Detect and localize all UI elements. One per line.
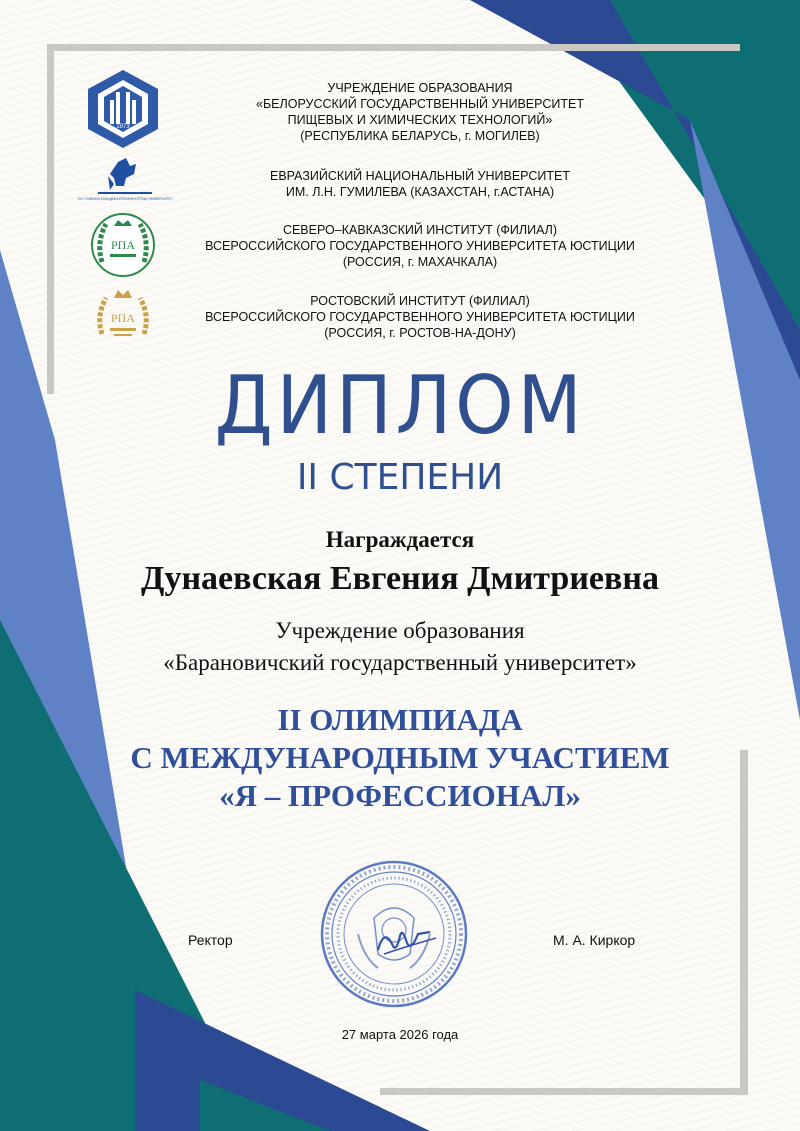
- enu-caption: Л.Н. ГУМИЛЕВ АТЫНДАҒЫ ЕУРАЗИЯ ҰЛТТЫҚ УНИВЕРСИТЕТІ: [77, 197, 173, 201]
- institution-line: ПИЩЕВЫХ И ХИМИЧЕСКИХ ТЕХНОЛОГИЙ»: [287, 113, 553, 127]
- institution-bgutit: [160, 80, 680, 144]
- official-seal: [318, 858, 470, 1010]
- rostov-text: РПА: [110, 311, 136, 325]
- diploma-date: 27 марта 2026 года: [341, 1027, 459, 1042]
- institution-line: УЧРЕЖДЕНИЕ ОБРАЗОВАНИЯ: [327, 81, 513, 95]
- institution-line: (РЕСПУБЛИКА БЕЛАРУСЬ, г. МОГИЛЕВ): [300, 129, 540, 143]
- institution-line: СЕВЕРО–КАВКАЗСКИЙ ИНСТИТУТ (ФИЛИАЛ): [282, 223, 558, 237]
- institution-line: РОСТОВСКИЙ ИНСТИТУТ (ФИЛИАЛ): [310, 294, 530, 308]
- institution-line1: Учреждение образования: [275, 618, 525, 643]
- rector-name: М. А. Киркор: [553, 932, 636, 948]
- institution-line: (РОССИЯ, г. РОСТОВ-НА-ДОНУ): [324, 326, 516, 340]
- rector-label: Ректор: [188, 932, 233, 948]
- institution-line: (РОССИЯ, г. МАХАЧКАЛА): [342, 255, 498, 269]
- skirgu-text: РПА: [110, 238, 136, 252]
- diploma-title: ДИПЛОМ: [214, 359, 586, 452]
- institution-line: ИМ. Л.Н. ГУМИЛЕВА (КАЗАХСТАН, г.АСТАНА): [285, 185, 555, 199]
- institution-line: ЕВРАЗИЙСКИЙ НАЦИОНАЛЬНЫЙ УНИВЕРСИТЕТ: [270, 169, 570, 183]
- diploma-degree: II СТЕПЕНИ: [296, 457, 504, 498]
- enu-logo: [77, 156, 173, 206]
- skirgu-logo: [90, 212, 156, 278]
- institution-skirgu: [160, 222, 680, 270]
- institution-line: «БЕЛОРУССКИЙ ГОСУДАРСТВЕННЫЙ УНИВЕРСИТЕТ: [256, 97, 584, 111]
- navy-stripe-bottom: [135, 990, 430, 1131]
- awarded-label: Награждается: [325, 527, 475, 552]
- institution-line: ВСЕРОССИЙСКОГО ГОСУДАРСТВЕННОГО УНИВЕРСИТЕТА ЮСТИЦИИ: [205, 310, 635, 324]
- bgutit-logo: [86, 68, 160, 150]
- frame-bottom: [380, 1088, 748, 1095]
- olympiad-line1: II ОЛИМПИАДА: [277, 702, 523, 737]
- institution-enu: [160, 168, 680, 200]
- frame-top: [47, 44, 740, 51]
- recipient-name: Дунаевская Евгения Дмитриевна: [141, 560, 659, 597]
- institution-rostov: [160, 293, 680, 341]
- olympiad-line3: «Я – ПРОФЕССИОНАЛ»: [219, 778, 581, 813]
- olympiad-line2: С МЕЖДУНАРОДНЫМ УЧАСТИЕМ: [130, 740, 670, 775]
- institution-line2: «Барановичский государственный университет»: [163, 650, 637, 675]
- rostov-logo: [92, 286, 154, 348]
- bgutit-year: 1973: [116, 124, 130, 130]
- institution-line: ВСЕРОССИЙСКОГО ГОСУДАРСТВЕННОГО УНИВЕРСИТЕТА ЮСТИЦИИ: [205, 239, 635, 253]
- frame-left: [47, 44, 54, 394]
